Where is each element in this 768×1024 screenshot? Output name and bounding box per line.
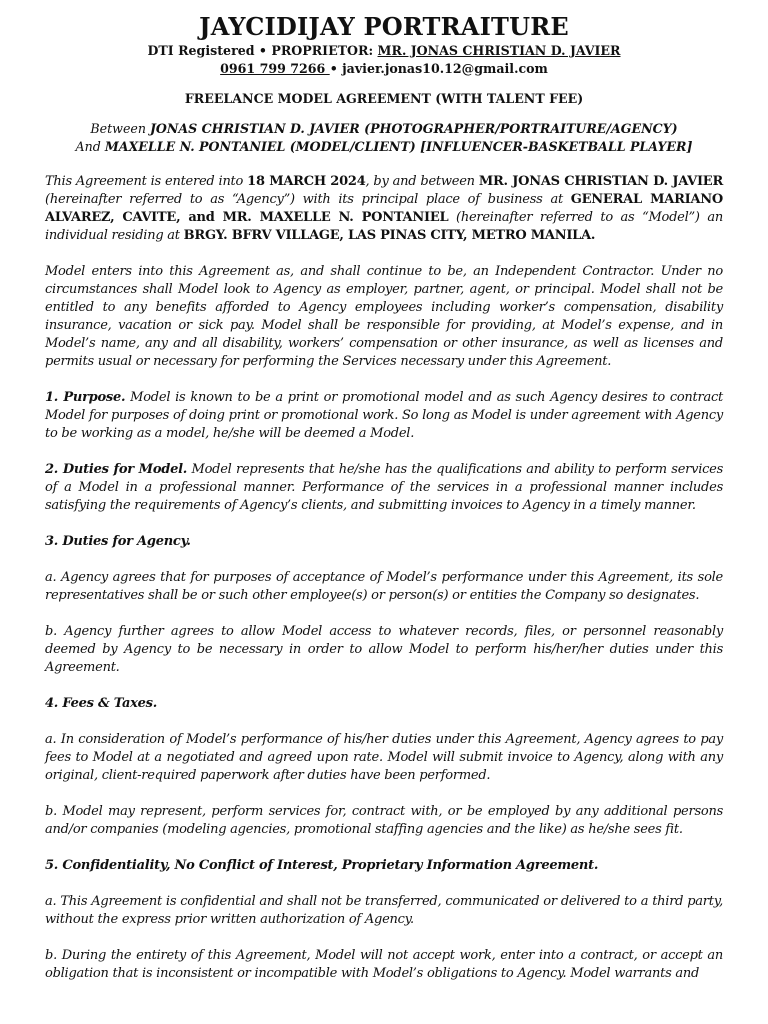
intro-text: (hereinafter referred to as “Model”) an individual residing at: [45, 210, 723, 243]
section-heading: 5. Confidentiality, No Conflict of Interest, Proprietary Information Agreement.: [45, 858, 599, 873]
section-duties-model: [45, 461, 723, 515]
company-title: JAYCIDIJAY PORTRAITURE: [199, 12, 569, 41]
contractor-paragraph: Model enters into this Agreement as, and shall continue to be, an Independent Contractor. Under no circumstances shall Model look to Agency as employer, partner, agent, or principal. Model shall not be entitled to any benefits afforded to Agency employees including worker’s compensation, disability insurance, vacation or sick pay. Model shall be responsible for providing, at Model’s expense, and in Model’s name, any and all disability, workers’ compensation or other insurance, as well as licenses and permits usual or necessary for performing the Services necessary under this Agreement.: [45, 264, 723, 369]
section-4b: b. Model may represent, perform services for, contract with, or be employed by any additional persons and/or companies (modeling agencies, promotional staffing agencies and the like) as he/she sees fit.: [45, 804, 723, 837]
between-label: Between: [90, 121, 150, 136]
section-text: Model represents that he/she has the qualifications and ability to perform services of a Model in a professional manner. Performance of the services in a professional manner includes satisfying the requirements of Agency’s clients, and submitting invoices to Agency in a timely manner.: [45, 462, 724, 513]
section-fees-heading: [45, 695, 723, 713]
section-text: Model is known to be a print or promotional model and as such Agency desires to contract Model for purposes of doing print or promotional work. So long as Model is under agreement with Agency to be working as a model, he/she will be deemed a Model.: [45, 390, 723, 441]
section-heading: 2. Duties for Model.: [45, 462, 188, 477]
section-heading: 4. Fees & Taxes.: [45, 696, 157, 711]
section-3a: a. Agency agrees that for purposes of acceptance of Model’s performance under this Agreement, its sole representatives shall be or such other employee(s) or person(s) or entities the Company so designates.: [45, 570, 723, 603]
party-line-2: [45, 138, 723, 156]
registration-prefix: DTI Registered • PROPRIETOR:: [147, 43, 378, 58]
party-line-1: [45, 120, 723, 138]
and-label: And: [75, 139, 105, 154]
section-heading: 3. Duties for Agency.: [45, 534, 191, 549]
party-photographer: JONAS CHRISTIAN D. JAVIER (PHOTOGRAPHER/PORTRAITURE/AGENCY): [149, 121, 678, 136]
parties-block: [45, 120, 723, 156]
agreement-body: [45, 173, 723, 983]
registration-line: [45, 42, 723, 60]
section-duties-agency-heading: [45, 533, 723, 551]
intro-text: (hereinafter referred to as “Agency”) with its principal place of business at: [45, 192, 571, 207]
agency-name: MR. JONAS CHRISTIAN D. JAVIER: [478, 174, 724, 189]
contact-line: [45, 60, 723, 78]
section-5a: a. This Agreement is confidential and shall not be transferred, communicated or delivered to a third party, without the express prior written authorization of Agency.: [45, 894, 723, 927]
model-address: BRGY. BFRV VILLAGE, LAS PINAS CITY, METRO MANILA.: [183, 228, 596, 243]
email-address: • javier.jonas10.12@gmail.com: [329, 61, 548, 76]
proprietor-name: MR. JONAS CHRISTIAN D. JAVIER: [377, 43, 621, 58]
section-confidentiality-heading: [45, 857, 723, 875]
phone-number: 0961 799 7266: [220, 61, 330, 76]
intro-text: This Agreement is entered into: [45, 174, 248, 189]
section-3b: b. Agency further agrees to allow Model access to whatever records, files, or personnel reasonably deemed by Agency to be necessary in order to allow Model to perform his/her/her duties under this Agreement.: [45, 624, 723, 675]
section-5b: b. During the entirety of this Agreement, Model will not accept work, enter into a contract, or accept an obligation that is inconsistent or incompatible with Model’s obligations to Agency. Model warrants and: [45, 948, 723, 981]
agreement-date: 18 MARCH 2024: [247, 174, 366, 189]
agreement-title: FREELANCE MODEL AGREEMENT (WITH TALENT FEE): [184, 91, 584, 106]
party-model: MAXELLE N. PONTANIEL (MODEL/CLIENT) [INFLUENCER-BASKETBALL PLAYER]: [104, 139, 693, 154]
section-purpose: [45, 389, 723, 443]
section-heading: 1. Purpose.: [45, 390, 126, 405]
section-4a: a. In consideration of Model’s performance of his/her duties under this Agreement, Agency agrees to pay fees to Model at a negotiated and agreed upon rate. Model will submit invoice to Agency, along with any original, client-required paperwork after duties have been performed.: [45, 732, 723, 783]
intro-text: , by and between: [365, 174, 479, 189]
agency-address: GENERAL MARIANO ALVAREZ, CAVITE, and MR. MAXELLE N. PONTANIEL: [45, 192, 723, 225]
intro-paragraph: [45, 173, 723, 245]
